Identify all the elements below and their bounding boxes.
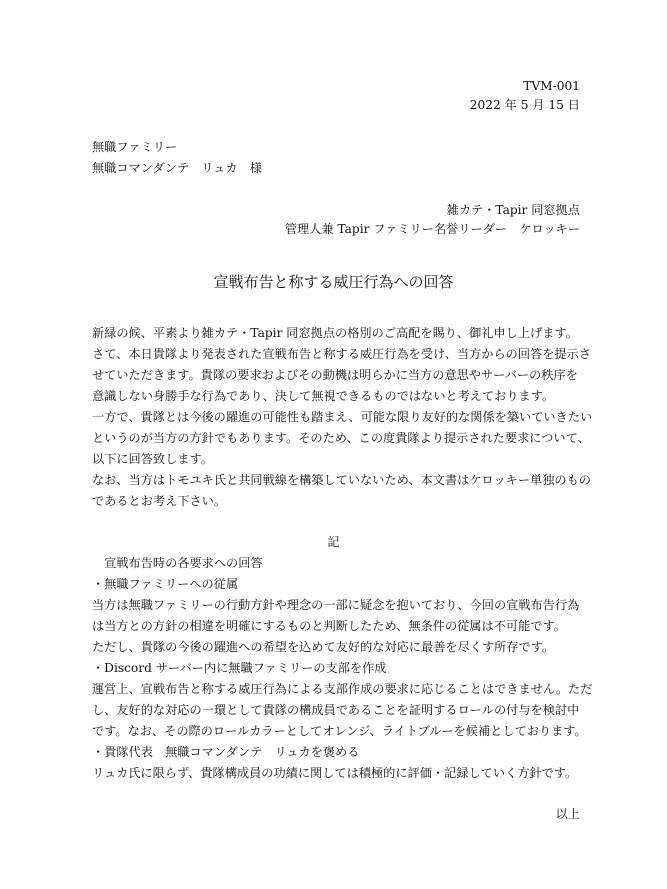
body-paragraph-line: なお、当方はトモユキ氏と共同戦線を構築していないため、本文書はケロッキー単独のもの bbox=[92, 473, 591, 487]
section-text-line: は当方との方針の相違を明確にするものと判断したため、無条件の従属は不可能です。 bbox=[92, 619, 566, 633]
body-paragraph-line: さて、本日貴隊より発表された宣戦布告と称する威圧行為を受け、当方からの回答を提示さ bbox=[92, 347, 591, 361]
closing-mark: 以上 bbox=[555, 807, 580, 821]
section-text-line: 運営上、宣戦布告と称する威圧行為による支部作成の要求に応じることはできません。ただ bbox=[92, 682, 593, 696]
recipient-name: 無職コマンダンテ リュカ 様 bbox=[92, 161, 262, 175]
body-paragraph-line: せていただきます。貴隊の要求およびその動機は明らかに当方の意思やサーバーの秩序を bbox=[92, 368, 578, 382]
section-item-heading: ・無職ファミリーへの従属 bbox=[92, 577, 239, 591]
section-text-line: し、友好的な対応の一環として貴隊の構成員であることを証明するロールの付与を検討中 bbox=[92, 703, 580, 717]
ki-heading: 記 bbox=[327, 535, 340, 549]
recipient-organization: 無職ファミリー bbox=[92, 140, 178, 154]
doc-date: 2022 年 5 月 15 日 bbox=[469, 98, 580, 112]
body-paragraph-line: であるとお考え下さい。 bbox=[92, 494, 227, 508]
body-paragraph-line: というのが当方の方針でもあります。そのため、この度貴隊より提示された要求について、 bbox=[92, 431, 590, 445]
section-text-line: ただし、貴隊の今後の躍進への希望を込めて友好的な対応に最善を尽くす所存です。 bbox=[92, 640, 555, 654]
body-paragraph-line: 新緑の候、平素より雑カテ・Tapir 同窓拠点の格別のご高配を賜り、御礼申し上げます。 bbox=[92, 326, 578, 340]
body-paragraph-line: 一方で、貴隊とは今後の躍進の可能性も踏まえ、可能な限り友好的な関係を築いていきたい bbox=[92, 410, 593, 424]
section-text-line: です。なお、その際のロールカラーとしてオレンジ、ライトブルーを候補としております。 bbox=[92, 724, 587, 738]
sender-name: 管理人兼 Tapir ファミリー名誉リーダー ケロッキー bbox=[284, 222, 580, 236]
section-heading: 宣戦布告時の各要求への回答 bbox=[92, 556, 263, 570]
sender-organization: 雑カテ・Tapir 同窓拠点 bbox=[446, 203, 580, 217]
body-paragraph-line: 以下に回答致します。 bbox=[92, 452, 213, 466]
document-title: 宣戦布告と称する威圧行為への回答 bbox=[213, 273, 454, 291]
section-item-heading: ・Discord サーバー内に無職ファミリーの支部を作成 bbox=[92, 661, 387, 675]
doc-number: TVM-001 bbox=[523, 79, 580, 93]
section-text-line: 当方は無職ファミリーの行動方針や理念の一部に疑念を抱いており、今回の宣戦布告行為 bbox=[92, 598, 580, 612]
section-text-line: リュカ氏に限らず、貴隊構成員の功績に関しては積極的に評価・記録していく方針です。 bbox=[92, 766, 578, 780]
section-item-heading: ・貴隊代表 無職コマンダンテ リュカを褒める bbox=[92, 745, 360, 759]
body-paragraph-line: 意識しない身勝手な行為であり、決して無視できるものではないと考えております。 bbox=[92, 389, 555, 403]
